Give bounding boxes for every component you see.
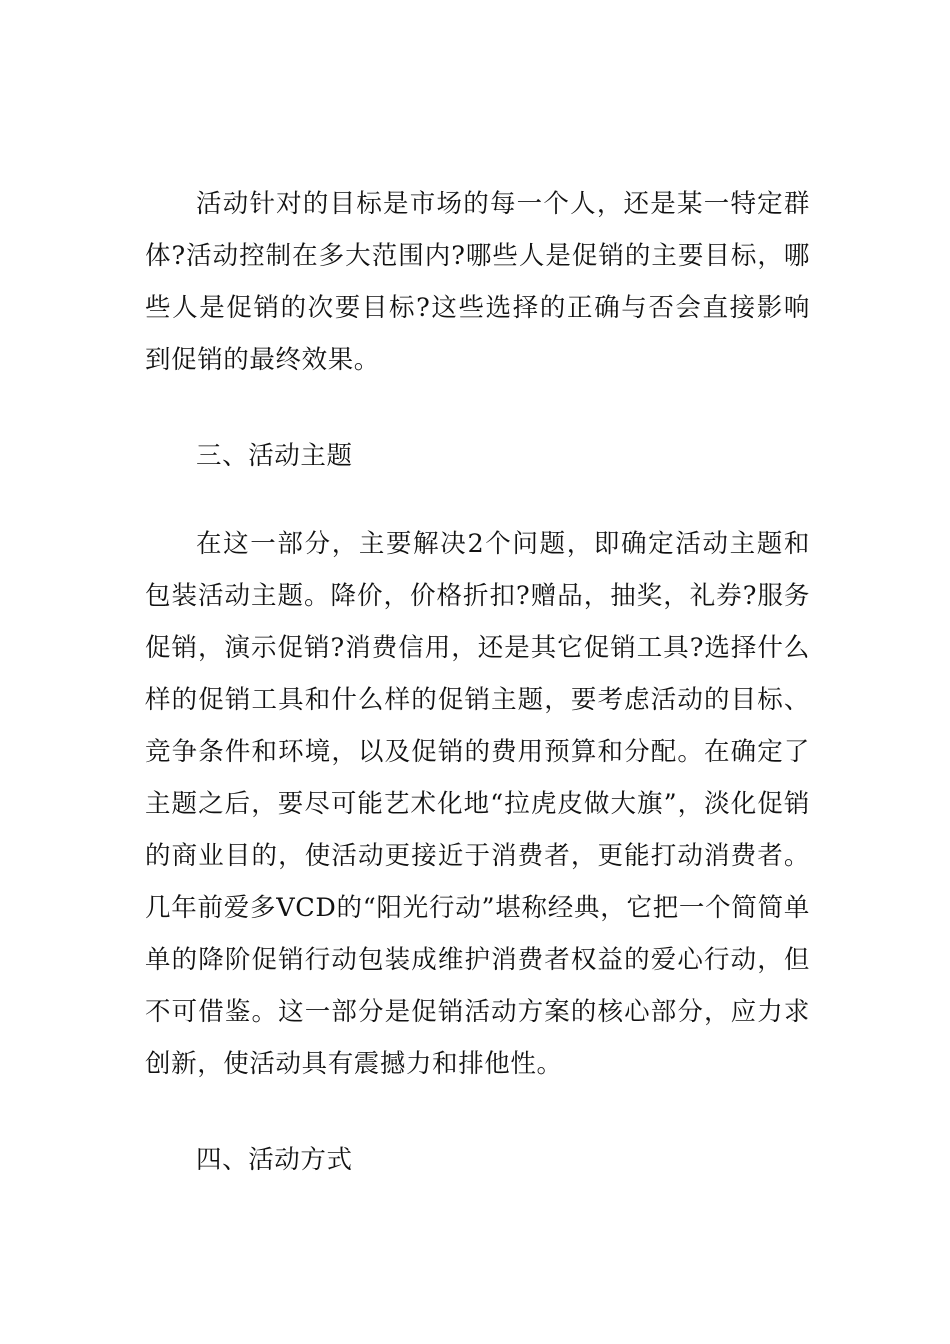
paragraph-theme-details: 在这一部分，主要解决2个问题，即确定活动主题和包装活动主题。降价，价格折扣?赠品，抽奖，礼券?服务促销，演示促销?消费信用，还是其它促销工具?选择什么样的促销工具和什么样的促销主题，要考虑活动的目标、竞争条件和环境，以及促销的费用预算和分配。在确定了主题之后，要尽可能艺术化地“拉虎皮做大旗”，淡化促销的商业目的，使活动更接近于消费者，更能打动消费者。几年前爱多VCD的“阳光行动”堪称经典，它把一个简简单单的降阶促销行动包装成维护消费者权益的爱心行动，但不可借鉴。这一部分是促销活动方案的核心部分，应力求创新，使活动具有震撼力和排他性。 bbox=[145, 529, 810, 1079]
document-body bbox=[145, 178, 810, 1186]
paragraph-target-audience: 活动针对的目标是市场的每一个人，还是某一特定群体?活动控制在多大范围内?哪些人是促销的主要目标，哪些人是促销的次要目标?这些选择的正确与否会直接影响到促销的最终效果。 bbox=[145, 189, 810, 375]
paragraph-spacer bbox=[145, 1090, 810, 1134]
section-heading-method: 四、活动方式 bbox=[196, 1145, 353, 1175]
paragraph-spacer bbox=[145, 482, 810, 518]
section-heading-theme: 三、活动主题 bbox=[196, 441, 353, 471]
paragraph-spacer bbox=[145, 386, 810, 430]
